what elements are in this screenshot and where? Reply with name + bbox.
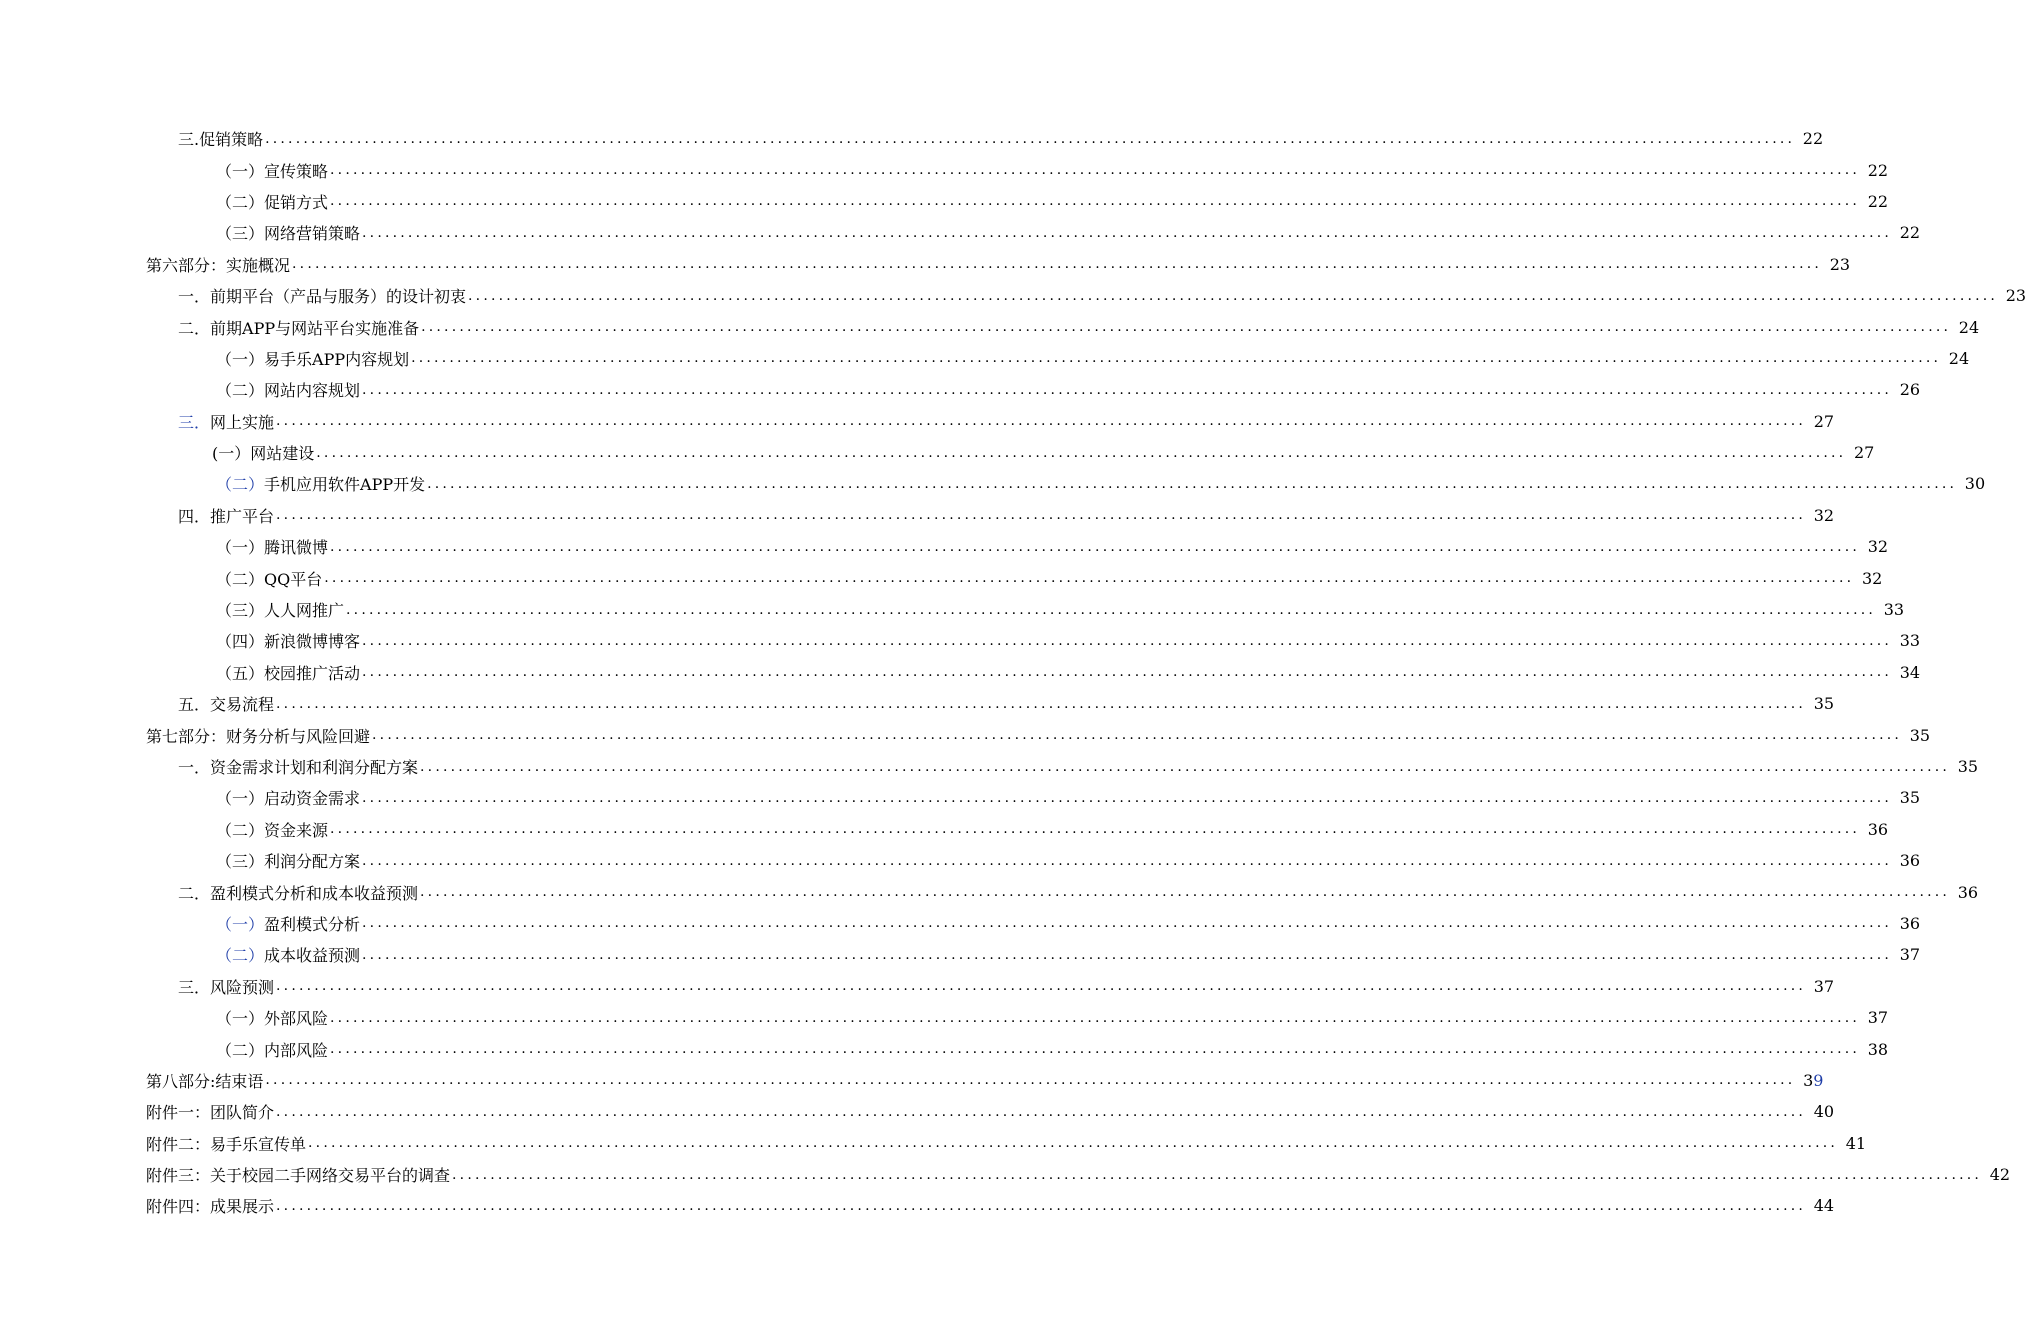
toc-entry-number: 三． xyxy=(178,412,211,432)
toc-entry-number: （二） xyxy=(216,946,265,966)
toc-entry[interactable] xyxy=(0,814,1889,845)
toc-entry-page: 34 xyxy=(1899,662,1921,682)
toc-entry-title: 资金来源 xyxy=(264,820,329,840)
toc-dot-leader: ........................................................................................................................................................................................................ xyxy=(362,381,1893,398)
toc-dot-leader: ........................................................................................................................................................................................................ xyxy=(276,413,1807,430)
toc-entry-title: 促销策略 xyxy=(199,130,264,150)
toc-entry-page: 23 xyxy=(1829,254,1851,274)
toc-entry-title: 前期APP与网站平台实施准备 xyxy=(210,318,420,338)
toc-entry-page: 35 xyxy=(1957,757,1979,776)
toc-entry-number: 三． xyxy=(178,977,211,997)
toc-entry-number: (一） xyxy=(212,444,251,464)
toc-dot-leader: ........................................................................................................................................................................................................ xyxy=(308,1135,1839,1152)
toc-entry-title: 成本收益预测 xyxy=(264,946,361,966)
toc-dot-leader: ........................................................................................................................................................................................................ xyxy=(330,538,1861,555)
toc-entry[interactable] xyxy=(0,1096,1835,1127)
toc-dot-leader: ........................................................................................................................................................................................................ xyxy=(468,287,1999,304)
toc-dot-leader: ........................................................................................................................................................................................................ xyxy=(411,350,1942,367)
toc-dot-leader: ........................................................................................................................................................................................................ xyxy=(427,475,1958,492)
toc-entry-page: 22 xyxy=(1899,223,1921,243)
toc-entry-page: 32 xyxy=(1867,537,1889,557)
toc-entry[interactable] xyxy=(0,782,1921,813)
toc-entry-page: 40 xyxy=(1813,1102,1835,1122)
toc-entry-title: 附件三：关于校园二手网络交易平台的调查 xyxy=(146,1166,451,1186)
toc-entry[interactable] xyxy=(0,1065,1824,1096)
toc-entry[interactable] xyxy=(0,468,1986,499)
toc-dot-leader: ........................................................................................................................................................................................................ xyxy=(372,727,1903,744)
toc-entry-number: （三） xyxy=(216,224,265,244)
toc-entry-number: （三） xyxy=(216,852,265,872)
toc-entry-title: 附件四：成果展示 xyxy=(146,1197,275,1217)
toc-entry-title: 第六部分：实施概况 xyxy=(146,255,291,275)
toc-entry-number: （三） xyxy=(216,601,265,621)
toc-entry-number: （二） xyxy=(216,1040,265,1060)
toc-entry-page: 22 xyxy=(1802,129,1824,149)
toc-entry[interactable] xyxy=(0,1159,2011,1190)
toc-entry-number: 三. xyxy=(178,130,200,150)
toc-entry[interactable] xyxy=(0,217,1921,248)
toc-entry-title: 腾讯微博 xyxy=(264,538,329,558)
toc-entry-number: 五． xyxy=(178,695,211,715)
toc-entry-title: 交易流程 xyxy=(210,695,275,715)
toc-entry-page: 36 xyxy=(1957,882,1979,902)
toc-dot-leader: ........................................................................................................................................................................................................ xyxy=(420,884,1951,901)
toc-entry-page: 27 xyxy=(1813,411,1835,431)
toc-entry[interactable] xyxy=(0,562,1883,593)
toc-dot-leader: ........................................................................................................................................................................................................ xyxy=(330,1041,1861,1058)
toc-entry-page: 35 xyxy=(1813,694,1835,714)
toc-entry[interactable] xyxy=(0,594,1905,625)
toc-entry-number: （一） xyxy=(216,161,265,181)
toc-entry-title: 第七部分：财务分析与风险回避 xyxy=(146,726,371,746)
toc-entry-title: 网站建设 xyxy=(250,444,315,464)
toc-entry[interactable] xyxy=(0,1190,1835,1221)
toc-entry-title: 促销方式 xyxy=(264,192,329,212)
toc-entry-title: 附件二：易手乐宣传单 xyxy=(146,1134,307,1154)
toc-dot-leader: ........................................................................................................................................................................................................ xyxy=(265,1072,1796,1089)
toc-entry-page: 32 xyxy=(1861,568,1883,588)
toc-entry-page: 37 xyxy=(1899,945,1921,965)
toc-entry-number: （二） xyxy=(216,820,265,840)
toc-dot-leader: ........................................................................................................................................................................................................ xyxy=(362,915,1893,932)
toc-entry-page: 42 xyxy=(1989,1165,2011,1185)
toc-entry[interactable] xyxy=(0,688,1835,719)
toc-entry[interactable] xyxy=(0,1002,1889,1033)
toc-entry[interactable] xyxy=(0,437,1875,468)
toc-entry-page: 33 xyxy=(1899,631,1921,651)
toc-entry-title: 风险预测 xyxy=(210,977,275,997)
toc-dot-leader: ........................................................................................................................................................................................................ xyxy=(421,319,1952,336)
toc-entry-page: 35 xyxy=(1909,725,1931,745)
toc-entry-number: （二） xyxy=(216,475,265,495)
table-of-contents xyxy=(0,123,2026,1222)
toc-dot-leader: ........................................................................................................................................................................................................ xyxy=(316,444,1847,461)
toc-entry-number: （一） xyxy=(216,349,265,369)
toc-entry-number: 一． xyxy=(178,758,211,777)
toc-entry-page: 39 xyxy=(1803,1070,1824,1090)
toc-entry-page: 37 xyxy=(1813,976,1835,996)
toc-dot-leader: ........................................................................................................................................................................................................ xyxy=(362,946,1893,963)
toc-entry-page: 23 xyxy=(2005,286,2026,306)
toc-entry[interactable] xyxy=(0,876,1979,907)
toc-entry[interactable] xyxy=(0,186,1889,217)
toc-entry[interactable] xyxy=(0,531,1889,562)
toc-entry-page: 37 xyxy=(1867,1008,1889,1028)
toc-entry-title: 启动资金需求 xyxy=(264,789,361,809)
toc-entry-page: 36 xyxy=(1899,913,1921,933)
toc-entry-title: 网络营销策略 xyxy=(264,224,361,244)
toc-dot-leader: ........................................................................................................................................................................................................ xyxy=(362,632,1893,649)
toc-entry-page: 22 xyxy=(1867,191,1889,211)
toc-entry[interactable] xyxy=(0,845,1921,876)
toc-dot-leader: ........................................................................................................................................................................................................ xyxy=(276,507,1807,524)
toc-entry-title: 易手乐APP内容规划 xyxy=(264,349,410,369)
toc-entry-number: （一） xyxy=(216,1009,265,1029)
toc-entry[interactable] xyxy=(0,374,1921,405)
toc-entry-title: 新浪微博博客 xyxy=(264,632,361,652)
toc-entry[interactable] xyxy=(0,123,1824,154)
toc-entry[interactable] xyxy=(0,971,1835,1002)
toc-dot-leader: ........................................................................................................................................................................................................ xyxy=(362,789,1893,806)
toc-entry[interactable] xyxy=(0,249,1851,280)
toc-entry[interactable] xyxy=(0,625,1921,656)
toc-entry-page: 27 xyxy=(1853,443,1875,463)
toc-entry-title: 前期平台（产品与服务）的设计初衷 xyxy=(210,287,467,307)
toc-dot-leader: ........................................................................................................................................................................................................ xyxy=(324,570,1855,587)
toc-entry-number: 四． xyxy=(178,506,211,526)
toc-dot-leader: ........................................................................................................................................................................................................ xyxy=(330,1009,1861,1026)
toc-entry[interactable] xyxy=(0,908,1921,939)
toc-entry-number: （二） xyxy=(216,381,265,401)
toc-entry-number: 一． xyxy=(178,287,211,307)
toc-entry-page: 36 xyxy=(1867,819,1889,839)
toc-entry-page: 32 xyxy=(1813,505,1835,525)
toc-entry-title: 网上实施 xyxy=(210,412,275,432)
toc-entry-title: 外部风险 xyxy=(264,1009,329,1029)
toc-entry-title: QQ平台 xyxy=(264,569,323,589)
toc-entry-page: 26 xyxy=(1899,380,1921,400)
toc-entry[interactable] xyxy=(0,751,1979,782)
toc-entry-page: 44 xyxy=(1813,1196,1835,1216)
toc-entry[interactable] xyxy=(0,939,1921,970)
toc-entry[interactable] xyxy=(0,1033,1889,1064)
toc-entry-number: （五） xyxy=(216,663,265,683)
toc-entry-number: 二． xyxy=(178,883,211,903)
toc-entry-page: 33 xyxy=(1883,600,1905,620)
toc-entry-page: 41 xyxy=(1845,1133,1867,1153)
toc-entry[interactable] xyxy=(0,406,1835,437)
toc-entry-title: 推广平台 xyxy=(210,506,275,526)
toc-entry-title: 利润分配方案 xyxy=(264,852,361,872)
toc-entry-number: （一） xyxy=(216,538,265,558)
toc-entry-title: 盈利模式分析和成本收益预测 xyxy=(210,883,419,903)
toc-dot-leader: ........................................................................................................................................................................................................ xyxy=(276,1197,1807,1214)
toc-entry[interactable] xyxy=(0,719,1931,750)
toc-entry-page: 35 xyxy=(1899,788,1921,808)
toc-dot-leader: ........................................................................................................................................................................................................ xyxy=(420,758,1951,775)
toc-entry-title: 盈利模式分析 xyxy=(264,914,361,934)
toc-dot-leader: ........................................................................................................................................................................................................ xyxy=(362,852,1893,869)
toc-entry-number: （二） xyxy=(216,569,265,589)
toc-dot-leader: ........................................................................................................................................................................................................ xyxy=(330,821,1861,838)
toc-entry[interactable] xyxy=(0,1128,1867,1159)
toc-entry[interactable] xyxy=(0,657,1921,688)
toc-entry-page: 38 xyxy=(1867,1039,1889,1059)
toc-entry-page: 24 xyxy=(1958,317,1980,337)
toc-entry[interactable] xyxy=(0,154,1889,185)
toc-entry-page: 36 xyxy=(1899,851,1921,871)
toc-entry-title: 附件一：团队简介 xyxy=(146,1103,275,1123)
toc-entry-number: （一） xyxy=(216,914,265,934)
toc-entry-title: 人人网推广 xyxy=(264,601,345,621)
toc-dot-leader: ........................................................................................................................................................................................................ xyxy=(362,664,1893,681)
toc-dot-leader: ........................................................................................................................................................................................................ xyxy=(330,162,1861,179)
toc-dot-leader: ........................................................................................................................................................................................................ xyxy=(276,695,1807,712)
toc-dot-leader: ........................................................................................................................................................................................................ xyxy=(276,978,1807,995)
toc-dot-leader: ........................................................................................................................................................................................................ xyxy=(362,224,1893,241)
toc-entry-number: （四） xyxy=(216,632,265,652)
toc-entry[interactable] xyxy=(0,280,2026,311)
toc-entry[interactable] xyxy=(0,343,1970,374)
toc-dot-leader: ........................................................................................................................................................................................................ xyxy=(346,601,1877,618)
toc-entry-title: 校园推广活动 xyxy=(264,663,361,683)
toc-dot-leader: ........................................................................................................................................................................................................ xyxy=(265,130,1796,147)
toc-entry[interactable] xyxy=(0,311,1980,342)
toc-entry-title: 内部风险 xyxy=(264,1040,329,1060)
toc-entry-page: 24 xyxy=(1948,348,1970,368)
toc-entry-title: 网站内容规划 xyxy=(264,381,361,401)
toc-dot-leader: ........................................................................................................................................................................................................ xyxy=(330,193,1861,210)
toc-entry-page: 30 xyxy=(1964,474,1986,494)
toc-dot-leader: ........................................................................................................................................................................................................ xyxy=(452,1166,1983,1183)
toc-entry-title: 手机应用软件APP开发 xyxy=(264,475,426,495)
toc-entry[interactable] xyxy=(0,500,1835,531)
toc-entry-title: 资金需求计划和利润分配方案 xyxy=(210,758,419,777)
toc-entry-title: 宣传策略 xyxy=(264,161,329,181)
toc-entry-number: （一） xyxy=(216,789,265,809)
toc-entry-title: 第八部分:结束语 xyxy=(146,1071,264,1091)
toc-entry-number: （二） xyxy=(216,192,265,212)
toc-dot-leader: ........................................................................................................................................................................................................ xyxy=(292,256,1823,273)
toc-entry-number: 二． xyxy=(178,318,211,338)
toc-dot-leader: ........................................................................................................................................................................................................ xyxy=(276,1103,1807,1120)
toc-entry-page: 22 xyxy=(1867,160,1889,180)
